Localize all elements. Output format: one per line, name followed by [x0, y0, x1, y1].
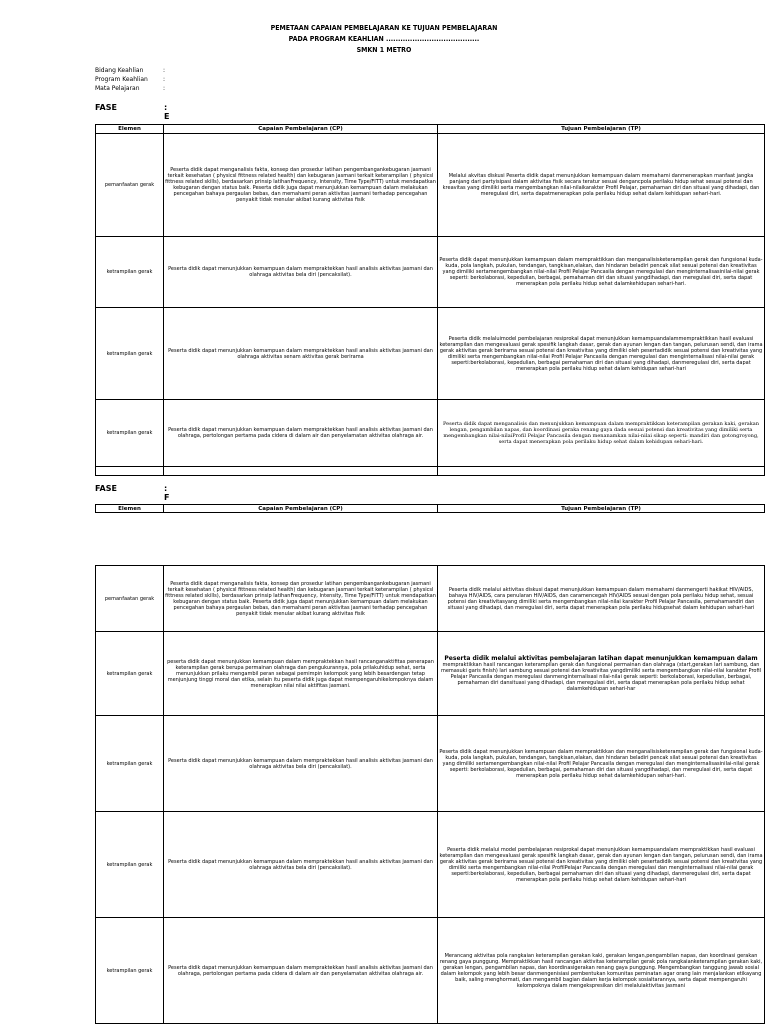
cell-tp — [437, 466, 765, 476]
meta-program-keahlian — [95, 76, 166, 83]
table-row — [95, 715, 765, 812]
cell-cp: Peserta didik dapat menunjukkan kemampuan dalam mempraktekkan hasil analisis aktivitas jasmani dan olahraga aktivitas bela diri (pencaksilat). — [163, 236, 438, 308]
fase-value: : E — [164, 103, 170, 121]
cell-tp: Peserta didik melalui model pembelajaran resiprokal dapat menunjukkan kemampuandalam mempraktikkan hasil evaluasi keterampilan dan mengevaluasi gerak spesifik langkah dasar, gerak dan ayunan lengan dan tangan, pelurusan sendi, dan irama gerak aktivitas gerak berirama sesuai potensi dan kreativitas yang dimiliki oleh pesertadidik sesuai potensi dan kreativitas yang dimiliki serta mengembangkan nilai-nilai ProfilPelajar Pancasila dengan meregulasi dan menginternalisasi nilai-nilai gerak seperti:berkolaborasi, kepedulian, berbagai pemahaman diri dan situasi yang dihadapi, danmeregulasi diri, serta dapat menerapkan pola perilaku hidup sehat dalam kehidupan sehari-hari — [437, 811, 765, 918]
cell-cp — [163, 466, 438, 476]
cell-cp: Peserta didik dapat menganalisis fakta, konsep dan prosedur latihan pengembangankebugaran jasmani terkait kesehatan ( physicsl fittness related health) dan kebugaran jasmani terkait keterampilan ( physicsl fittness related skills), berdasarkan prinsip latihanFrequency, Intensity, Time Type/FITT) untuk mendapatkan kebugaran dengan status baik. Peserta didik juga dapat menunjukkan kemampuan dalam melakukan pencegahan bahaya pergaulan bebas, dan memahami peran aktivitas jasmani terhadap pencegahan penyakit tidak menular akibat kurang aktivitas fisik — [163, 133, 438, 237]
fase-e-heading — [95, 103, 170, 121]
column-header-cp: Capaian Pembelajaran (CP) — [163, 504, 438, 513]
table-row — [95, 236, 765, 308]
document-subtitle-program: PADA PROGRAM KEAHLIAN ....................................... — [288, 35, 480, 43]
column-header-tp: Tujuan Pembelajaran (TP) — [437, 124, 765, 134]
cell-tp: Peserta didik dapat menganalisis dan menunjukkan kemampuan dalam mempraktikkan keterampilan gerakan kaki, gerakan lengan, pengambilan napas, dan koordinasi geraka renang gaya dada sesuai potensi dan kreativitas yang dimiliki serta mengembangkan nilai-nilaiProfil Pelajar Pancasila dengan menanamkan nilai-nilai sikap seperti: mandiri dan gotongroyong, serta dapat menerapkan pola perilaku hidup sehat dalam kehidupan sehari-hari. — [437, 399, 765, 467]
cell-elemen: ketrampilan gerak — [95, 236, 164, 308]
cell-elemen — [95, 466, 164, 476]
cell-tp — [437, 631, 765, 716]
cell-cp: peserta didik dapat menunjukkan kemampuan dalam mempraktekkan hasil rancanganaktifitas penerapan keterampilan gerak berupa permainan olahraga dan pengukurannya, pola prilakuhidup sehat, serta menunjukkan prilaku mengambil peran sebagai pemimpin kelompok yang lebih besardengan tetap menjunjung tinggi moral dan etika, selain itu peserta didik juga dapat mempengaruhikelompoknya dalam menerapkan nilai nilai aktifitas jasmani. — [163, 631, 438, 716]
cell-tp: Peserta didik dapat menunjukkan kemampuan dalam mempraktikkan dan menganalisisketerampilan gerak dan fungsional kuda-kuda, pola langkah, pukulan, tendangan, tangkisan,elakan, dan hindaran beladiri pencak silat sesuai potensi dan kreativitas yang dimiliki sertamengembangkan nilai-nilai Profil Pelajar Pancasila dengan meregulasi dan menginternalisasinilai-nilai gerak seperti: berkolaborasi, kepedulian, berbagai, pemahaman diri dan situasi yangdihadapi, dan meregulasi diri, serta dapat menerapkan pola perilaku hidup sehat dalamkehidupan sehari-hari. — [437, 236, 765, 308]
column-header-cp: Capaian Pembelajaran (CP) — [163, 124, 438, 134]
cell-tp: Peserta didik melalui aktivitas diskusi dapat menunjukkan kemampuan dalam memahami danmengerti hakikat HIV/AIDS, bahaya HIV/AIDS, cara penularan HIV/AIDS, dan caramencegah HIV/AIDS sesuai dengan pola perilaku hidup sehat, sesuai potensi dan kreativitasyang dimiliki serta mengembangkan nilai-nilai karakter Profil Pelajar Pancasila, pemahamandiri dan situasi yang dihadapi, dan meregulasi diri, serta dapat menerapkan pola perilaku hidupsehat dalam kehidupan sehari-hari — [437, 565, 765, 632]
table-row — [95, 399, 765, 467]
cell-tp: Peserta didik dapat menunjukkan kemampuan dalam mempraktikkan dan menganalisisketerampilan gerak dan fungsional kuda-kuda, pola langkah, pukulan, tendangan, tangkisan,elakan, dan hindaran beladiri pencak silat sesuai potensi dan kreativitas yang dimiliki sertamengembangkan nilai-nilai Profil Pelajar Pancasila dengan meregulasi dan menginternalisasinilai-nilai gerak seperti: berkolaborasi, kepedulian, berbagai, pemahaman diri dan situasi yangdihadapi, dan meregulasi diri, serta dapat menerapkan pola perilaku hidup sehat dalamkehidupan sehari-hari. — [437, 715, 765, 812]
fase-label: FASE — [95, 484, 117, 493]
meta-colon: : — [163, 76, 166, 83]
cell-elemen: pemanfaatan gerak — [95, 565, 164, 632]
table-row — [95, 307, 765, 400]
meta-colon: : — [163, 67, 166, 74]
document-title: PEMETAAN CAPAIAN PEMBELAJARAN KE TUJUAN PEMBELAJARAN — [270, 24, 498, 32]
cell-elemen: ketrampilan gerak — [95, 811, 164, 918]
cell-elemen: ketrampilan gerak — [95, 715, 164, 812]
table-f-header-row — [95, 504, 765, 513]
meta-label: Bidang Keahlian — [95, 67, 144, 74]
table-row — [95, 565, 765, 632]
cell-elemen: ketrampilan gerak — [95, 631, 164, 716]
meta-label: Mata Pelajaran — [95, 85, 140, 92]
cell-tp: Peserta didik melaluimodel pembelajaran resiprokal dapat menunjukkan kemampuandalammempraktikkan hasil evaluasi keterampilan dan mengevaluasi gerak spesifik langkah dasar, gerak dan ayunan lengan dan tangan, pelurusan sendi, dan irama gerak aktivitas gerak berirama sesuai potensi dan kreativitas yang dimiliki oleh pesertadidik sesuai potensi dan kreativitas yang dimiliki serta mengembangkan nilai-nilai Profil Pelajar Pancasila dengan meregulasi dan menginternalisasi nilai-nilai gerak seperti:berkolaborasi, kepedulian, berbagai pemahaman diri dan situasi yang dihadapi, danmeregulasi diri, serta dapat menerapkan pola perilaku hidup sehat dalam kehidupan sehari-hari — [437, 307, 765, 400]
cell-elemen: ketrampilan gerak — [95, 399, 164, 467]
fase-value: : F — [164, 484, 170, 502]
table-row — [95, 811, 765, 918]
cell-elemen: ketrampilan gerak — [95, 307, 164, 400]
cell-cp: Peserta didik dapat menunjukkan kemampuan dalam mempraktekkan hasil analisis aktivitas jasmani dan olahraga aktivitas bela diri (pencaksilat). — [163, 715, 438, 812]
cell-elemen: pemanfaatan gerak — [95, 133, 164, 237]
fase-f-heading — [95, 484, 170, 502]
column-header-tp: Tujuan Pembelajaran (TP) — [437, 504, 765, 513]
meta-bidang-keahlian — [95, 67, 166, 74]
tp-lead-text: Peserta didik melalui aktivitas pembelajaran latihan dapat menunjukkan kemampuan dalam — [444, 654, 758, 662]
tp-text: mempraktikkan hasil rancangan keterampilan gerak dan fungsional permainan dan olahraga (start,gerakan lari sambung, dan memasuki garis finish) lari sambung sesuai potensi dan kreativitas yangdimiliki serta mengembangkan nilai-nilai karakter Profil Pelajar Pancasila dengan meregulasi danmenginternalisasi nilai-nilai gerak seperti: berkolaborasi, kepedulian, berbagai, pemahaman diri dansituasi yang dihadapi, dan meregulasi diri, serta dapat menerapkan pola perilaku hidup sehat dalamkehidupan sehari-har — [440, 661, 761, 692]
table-row-empty — [95, 466, 765, 476]
cell-cp: Peserta didik dapat menunjukkan kemampuan dalam mempraktekkan hasil analisis aktivitas jasmani dan olahraga aktivitas senam aktivitas gerak berirama — [163, 307, 438, 400]
fase-label: FASE — [95, 103, 117, 112]
cell-tp: Merancang aktivitas pola rangkaian keterampilan gerakan kaki, gerakan lengan,pengambilan napas, dan koordinasi gerakan renang gaya punggung. Mempraktikkan hasil rancangan aktivitas keterampilan gerak pola rangkaianketerampilan gerakan kaki, gerakan lengan, pengambilan napas, dan koordinasigerakan renang gaya punggung. Mengembangkan tanggung jawab sosial dalam kelompok yang lebih besar danmengenisiasi pembentukan komunitas peminatan agar orang lain menjalankan etikayang baik, saling menghormati, dan mengambil bagian dalam kerja kelompok sosialtarannya, serta dapat mempengaruhi kelompoknya dalam mengekspresikan diri melaluiaktivitas jasmani — [437, 917, 765, 1024]
cell-cp: Peserta didik dapat menganalisis fakta, konsep dan prosedur latihan pengembangankebugaran jasmani terkait kesehatan ( physicsl fittness related health) dan kebugaran jasmani terkait keterampilan ( physicsl fittness related skills), berdasarkan prinsip latihanFrequency, Intensity, Time Type/FITT) untuk mendapatkan kebugaran dengan status baik. Peserta didik juga dapat menunjukkan kemampuan dalam melakukan pencegahan bahaya pergaulan bebas, dan memahami peran aktivitas jasmani terhadap pencegahan penyakit tidak menular akibat kurang aktivitas fisik — [163, 565, 438, 632]
cell-cp: Peserta didik dapat menunjukkan kemampuan dalam mempraktekkan hasil analisis aktivitas jasmani dan olahraga, pertolongan pertama pada cidera di dalam air dan penyelamatan aktivitas olahraga air. — [163, 399, 438, 467]
cell-elemen: ketrampilan gerak — [95, 917, 164, 1024]
cell-cp: Peserta didik dapat menunjukkan kemampuan dalam mempraktekkan hasil analisis aktivitas jasmani dan olahraga, pertolongan pertama pada cidera di dalam air dan penyelamatan aktivitas olahraga air. — [163, 917, 438, 1024]
table-row — [95, 133, 765, 237]
meta-colon: : — [163, 85, 166, 92]
table-row — [95, 917, 765, 1024]
meta-mata-pelajaran — [95, 85, 166, 92]
meta-label: Program Keahlian — [95, 76, 148, 83]
column-header-elemen: Elemen — [95, 504, 164, 513]
document-subtitle-school: SMKN 1 METRO — [356, 46, 412, 54]
cell-tp: Melalui akvitas diskusi Peserta didik dapat menunjukkan kemampuan dalam memahami danmenerapkan manfaat jangka panjang dari partyisipasi dalam aktivitas fisik secara teratur sesuai dengancpola perilaku hidup sehat sesuai potensi dan kreavitas yang dimiliki serta mengembangkan nilai-nilaikarakter Profil Pelajar, pemahaman diri dan situasi yang dihadapi, dan meregulasi diri, serta dapatmenerapkan pola perilaku hidup sehat dalam kehidupan sehari-hari. — [437, 133, 765, 237]
table-row — [95, 631, 765, 716]
column-header-elemen: Elemen — [95, 124, 164, 134]
cell-cp: Peserta didik dapat menunjukkan kemampuan dalam mempraktekkan hasil analisis aktivitas jasmani dan olahraga aktivitas bela diri (pencaksilat). — [163, 811, 438, 918]
